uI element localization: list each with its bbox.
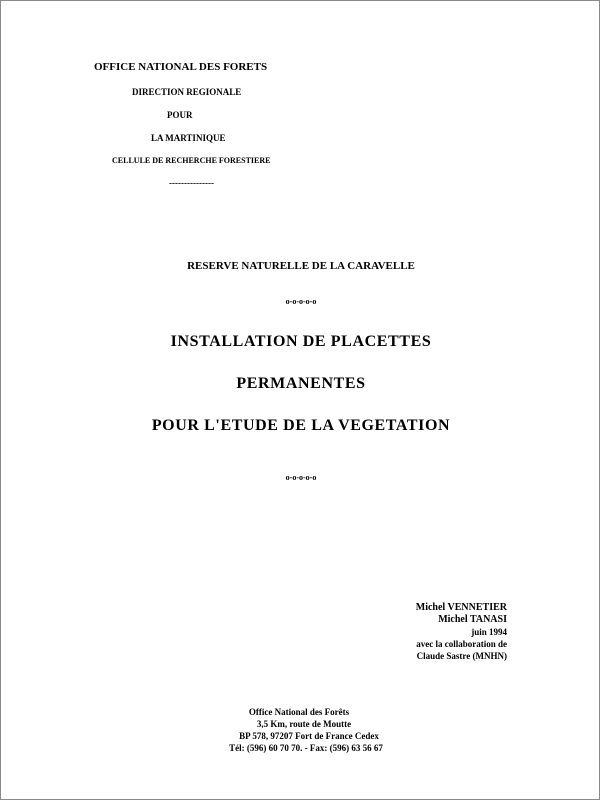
research-cell: CELLULE DE RECHERCHE FORESTIERE [112, 156, 271, 165]
authors-block [416, 602, 507, 662]
region-name: LA MARTINIQUE [151, 133, 226, 143]
address-block [1, 706, 600, 754]
document-title-line-2: PERMANENTES [236, 375, 366, 392]
author-name: Michel VENNETIER [415, 602, 507, 613]
address-contact: Tél: (596) 60 70 70. - Fax: (596) 63 56 67 [229, 743, 383, 753]
reserve-name: RESERVE NATURELLE DE LA CARAVELLE [187, 260, 415, 272]
header-rule: --------------- [169, 178, 214, 188]
separator-top: o-o-o-o-o [285, 297, 317, 306]
collaborator-name: Claude Sastre (MNHN) [416, 651, 507, 661]
address-postal: BP 578, 97207 Fort de France Cedex [239, 731, 379, 741]
organization-name: OFFICE NATIONAL DES FORETS [94, 61, 268, 73]
address-organization: Office National des Forêts [248, 707, 350, 717]
direction-regionale: DIRECTION REGIONALE [132, 87, 242, 97]
document-title-line-3: POUR L'ETUDE DE LA VEGETATION [151, 417, 451, 434]
author-name: Michel TANASI [438, 614, 507, 625]
publication-date: juin 1994 [471, 627, 507, 637]
collaboration-label: avec la collaboration de [416, 639, 507, 649]
document-title-line-1: INSTALLATION DE PLACETTES [170, 333, 432, 350]
separator-bottom: o-o-o-o-o [285, 473, 317, 482]
address-street: 3,5 Km, route de Moutte [256, 719, 352, 729]
header-pour: POUR [167, 110, 193, 120]
